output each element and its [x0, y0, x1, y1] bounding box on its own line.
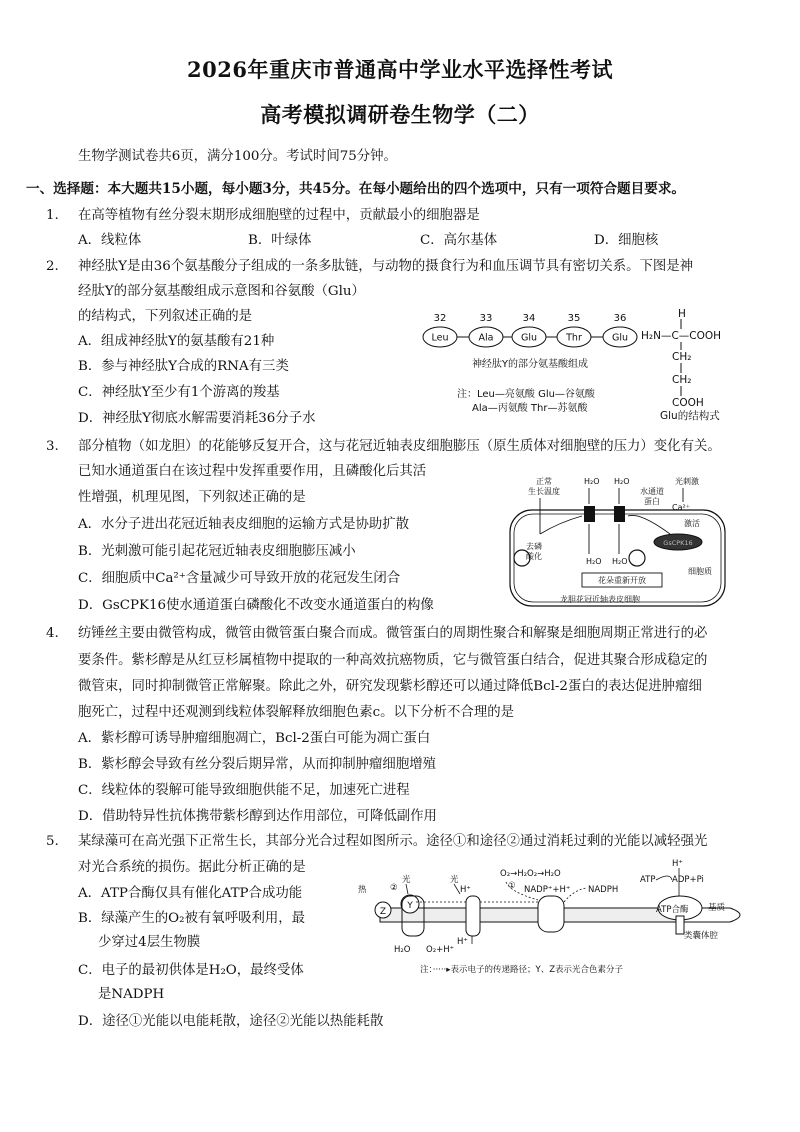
- q5-option-c-line1: C．电子的最初供体是H₂O，最终受体: [78, 963, 304, 978]
- glu-cooh: COOH: [672, 397, 704, 409]
- thylakoid-membrane: [380, 908, 680, 922]
- q3-stem-line2: 已知水通道蛋白在该过程中发挥重要作用，且磷酸化后其活: [78, 464, 427, 479]
- q1-option-a: A．线粒体: [78, 233, 142, 248]
- q2-figure: [415, 305, 765, 425]
- q2-stem-line2: 经肽Y的部分氨基酸组成示意图和谷氨酸（Glu）: [78, 284, 365, 299]
- q4-number: 4.: [46, 626, 59, 641]
- q3-option-a: A．水分子进出花冠近轴表皮细胞的运输方式是协助扩散: [78, 517, 410, 532]
- fig5-o2h: O₂+H⁺: [426, 945, 455, 955]
- fig3-light: 光刺激: [675, 477, 699, 486]
- fig5-nadp: NADP⁺+H⁺: [524, 885, 571, 895]
- q2-option-d: D．神经肽Y彻底水解需要消耗36分子水: [78, 411, 316, 426]
- q2-option-a: A．组成神经肽Y的氨基酸有21种: [78, 334, 275, 349]
- q1-option-c: C．高尔基体: [420, 233, 498, 248]
- aa-number-32: 32: [433, 313, 447, 324]
- fig5-light1: 光: [402, 875, 411, 885]
- q1-option-d: D．细胞核: [594, 233, 659, 248]
- exam-title: 2026年重庆市普通高中学业水平选择性考试: [187, 57, 613, 82]
- fig5-adp: ADP+Pi: [672, 875, 704, 885]
- q3-stem-line3: 性增强，机理见图，下列叙述正确的是: [78, 490, 306, 505]
- glu-h: H: [678, 308, 686, 320]
- fig5-y: Y: [407, 901, 413, 911]
- q3-option-c: C．细胞质中Ca²⁺含量减少可导致开放的花冠发生闭合: [78, 571, 401, 586]
- cytochrome-complex: [466, 896, 480, 936]
- q2-number: 2.: [46, 259, 59, 274]
- fig3-h2o-b: H₂O: [614, 477, 630, 486]
- fig5-path2: ②: [390, 883, 398, 893]
- fig5-atp: ATP: [640, 875, 656, 885]
- q5-number: 5.: [46, 834, 59, 849]
- q2-figure-note1: 注：Leu—亮氨酸 Glu—谷氨酸: [457, 389, 595, 400]
- q5-option-a: A．ATP合酶仅具有催化ATP合成功能: [78, 886, 303, 901]
- exam-subtitle: 高考模拟调研卷生物学（二）: [260, 102, 540, 127]
- glu-ch2-a: CH₂: [672, 351, 692, 363]
- q4-stem-line1: 纺锤丝主要由微管构成，微管由微管蛋白聚合而成。微管蛋白的周期性聚合和解聚是细胞周期正常进行的必: [78, 626, 708, 641]
- fig3-caption: 龙胆花冠近轴表皮细胞: [560, 595, 640, 604]
- water-channel-1: [584, 506, 595, 522]
- fig5-hplus2: H⁺: [457, 937, 468, 947]
- fig3-temp2: 生长温度: [528, 487, 560, 496]
- q3-number: 3.: [46, 439, 59, 454]
- q5-figure: [350, 852, 780, 980]
- aa-number-33: 33: [479, 313, 493, 324]
- glu-ch2-b: CH₂: [672, 374, 692, 386]
- q4-option-a: A．紫杉醇可诱导肿瘤细胞凋亡，Bcl-2蛋白可能为凋亡蛋白: [78, 731, 431, 746]
- aa-number-34: 34: [522, 313, 536, 324]
- q5-stem-line2: 对光合系统的损伤。据此分析正确的是: [78, 860, 306, 875]
- fig3-temp: 正常: [536, 477, 552, 486]
- fig5-heat: 热: [358, 885, 367, 895]
- q4-stem-line4: 胞死亡，过程中还观测到线粒体裂解释放细胞色素c。以下分析不合理的是: [78, 705, 514, 720]
- vesicle-right: [629, 550, 645, 566]
- q2-stem-line1: 神经肽Y是由36个氨基酸分子组成的一条多肽链，与动物的摄食行为和血压调节具有密切关系。下图是神: [78, 259, 694, 274]
- fig3-activate: 激活: [684, 519, 700, 528]
- aa-number-36: 36: [613, 313, 627, 324]
- fig3-channel2: 蛋白: [644, 497, 660, 506]
- aa-label-glu-2: Glu: [611, 332, 629, 344]
- fig5-note: 注：·····▸表示电子的传递路径；Y、Z表示光合色素分子: [420, 965, 624, 975]
- fig3-dephos: 去磷: [526, 542, 542, 551]
- q5-option-b-line2: 少穿过4层生物膜: [98, 935, 201, 950]
- q2-stem-line3: 的结构式，下列叙述正确的是: [78, 309, 253, 324]
- fig5-light2: 光: [450, 875, 459, 885]
- fig3-h2o-a: H₂O: [584, 477, 600, 486]
- fig5-nadph: NADPH: [588, 885, 619, 895]
- aa-number-35: 35: [567, 313, 581, 324]
- q4-option-d: D．借助特异性抗体携带紫杉醇到达作用部位，可降低副作用: [78, 809, 437, 824]
- q5-option-b-line1: B．绿藻产生的O₂被有氧呼吸利用，最: [78, 911, 306, 926]
- fig5-z: Z: [379, 907, 387, 917]
- fig3-cytoplasm: 细胞质: [688, 567, 712, 576]
- fig5-stroma: 基质: [708, 903, 726, 913]
- fig3-dephos2: 酸化: [526, 552, 542, 561]
- fig5-atp-synthase: ATP合酶: [656, 905, 689, 915]
- fig5-path1: ①: [508, 881, 516, 891]
- q1-option-b: B．叶绿体: [248, 233, 312, 248]
- q5-stem-line1: 某绿藻可在高光强下正常生长，其部分光合过程如图所示。途径①和途径②通过消耗过剩的光能以减轻强光: [78, 834, 708, 849]
- fig5-h2o: H₂O: [394, 945, 411, 955]
- q4-stem-line2: 要条件。紫杉醇是从红豆杉属植物中提取的一种高效抗癌物质，它与微管蛋白结合，促进其聚合形成稳定的: [78, 653, 708, 668]
- q2-option-b: B．参与神经肽Y合成的RNA有三类: [78, 359, 289, 374]
- photosystem-1: [538, 896, 564, 932]
- aa-label-leu: Leu: [431, 332, 449, 344]
- fig3-h2o-d: H₂O: [612, 557, 628, 566]
- q3-option-d: D．GsCPK16使水通道蛋白磷酸化不改变水通道蛋白的构像: [78, 598, 434, 613]
- fig3-reopen: 花朵重新开放: [598, 576, 646, 585]
- q2-figure-caption: 神经肽Y的部分氨基酸组成: [471, 359, 589, 370]
- fig3-channel: 水通道: [640, 487, 664, 496]
- fig5-hplus3: H⁺: [672, 859, 683, 869]
- fig5-o2-chain: O₂→H₂O₂→H₂O: [500, 869, 561, 879]
- q2-option-c: C．神经肽Y至少有1个游离的羧基: [78, 385, 280, 400]
- q3-figure: [500, 472, 740, 614]
- fig5-lumen: 类囊体腔: [684, 931, 719, 941]
- fig5-hplus1: H⁺: [460, 885, 471, 895]
- exam-intro: 生物学测试卷共6页，满分100分。考试时间75分钟。: [78, 149, 397, 164]
- q5-option-c-line2: 是NADPH: [98, 987, 165, 1002]
- glu-caption: Glu的结构式: [660, 410, 720, 422]
- q3-option-b: B．光刺激可能引起花冠近轴表皮细胞膨压减小: [78, 544, 356, 559]
- q2-figure-note2: Ala—丙氨酸 Thr—苏氨酸: [472, 403, 588, 414]
- glu-amine-line: H₂N—C—COOH: [641, 330, 722, 342]
- fig3-kinase: GsCPK16: [663, 539, 693, 547]
- aa-label-ala: Ala: [478, 332, 494, 344]
- q4-stem-line3: 微管束，同时抑制微管正常解聚。除此之外，研究发现紫杉醇还可以通过降低Bcl-2蛋白的表达促进肿瘤细: [78, 679, 702, 694]
- aa-label-thr: Thr: [566, 332, 582, 344]
- q1-number: 1.: [46, 208, 59, 223]
- water-channel-2: [614, 506, 625, 522]
- q3-stem-line1: 部分植物（如龙胆）的花能够反复开合，这与花冠近轴表皮细胞膨压（原生质体对细胞壁的压力）变化有关。: [78, 439, 721, 454]
- q4-option-c: C．线粒体的裂解可能导致细胞供能不足，加速死亡进程: [78, 783, 410, 798]
- fig3-ca: Ca²⁺: [672, 503, 690, 512]
- section-heading: 一、选择题：本大题共15小题，每小题3分，共45分。在每小题给出的四个选项中，只有一项符合题目要求。: [26, 181, 686, 197]
- q1-stem: 在高等植物有丝分裂末期形成细胞壁的过程中，贡献最小的细胞器是: [78, 208, 480, 223]
- fig3-h2o-c: H₂O: [586, 557, 602, 566]
- aa-label-glu: Glu: [520, 332, 538, 344]
- q5-option-d: D．途径①光能以电能耗散，途径②光能以热能耗散: [78, 1014, 384, 1029]
- q4-option-b: B．紫杉醇会导致有丝分裂后期异常，从而抑制肿瘤细胞增殖: [78, 757, 436, 772]
